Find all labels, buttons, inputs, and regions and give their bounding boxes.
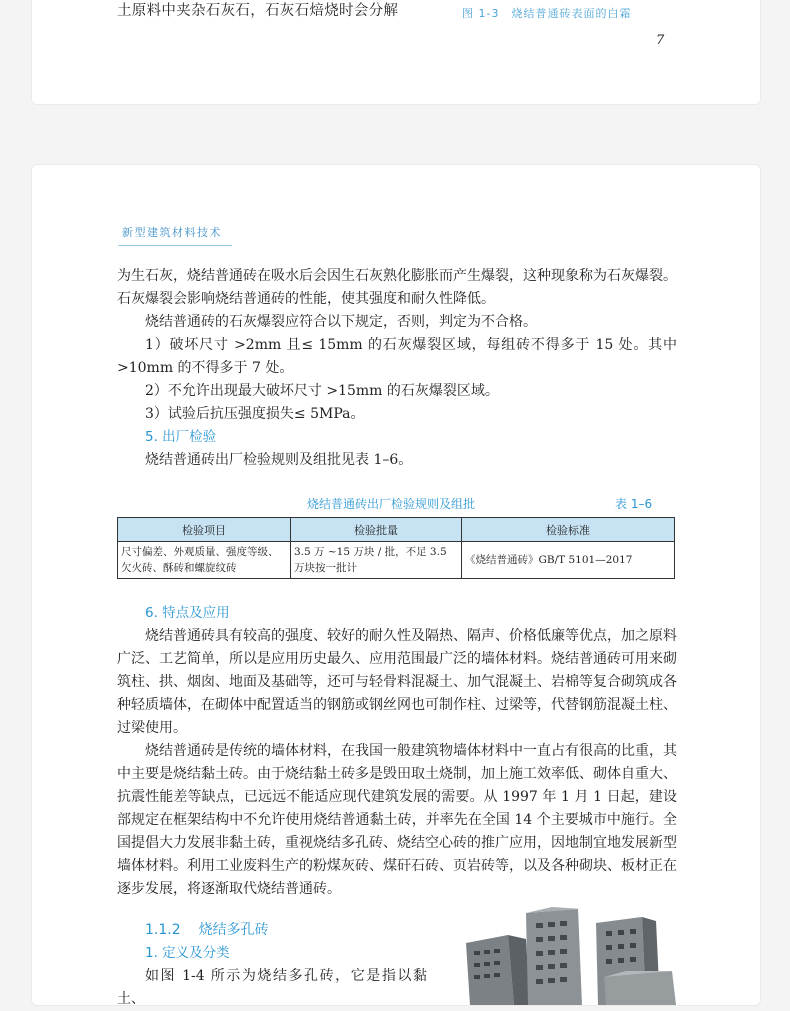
inspection-table: [117, 517, 675, 579]
table-header: 检验项目: [118, 518, 291, 542]
section-title: 烧结多孔砖: [198, 922, 269, 938]
page-number: 7: [656, 33, 665, 48]
perforated-brick-photo: [456, 905, 678, 1005]
paragraph: 烧结普通砖是传统的墙体材料，在我国一般建筑物墙体材料中一直占有很高的比重，其中主要是烧结黏土砖。由于烧结黏土砖多是毁田取土烧制，加上施工效率低、砌体自重大、抗震性能差等缺点，已远远不能适应现代建筑发展的需要。从 1997 年 1 月 1 日起，建设部规定在框架结构中不允许使用烧结普通黏土砖，并率先在全国 14 个主要城市中施行。全国提倡大力发展非黏土砖，重视烧结多孔砖、烧结空心砖的推广应用，因地制宜地发展新型墙体材料。利用工业废料生产的粉煤灰砖、煤矸石砖、页岩砖等，以及各种砌块、板材正在逐步发展，将逐渐取代烧结普通砖。: [117, 743, 677, 897]
table-number: 表 1–6: [615, 497, 653, 511]
current-page: [31, 164, 761, 1006]
paragraph: 为生石灰，烧结普通砖在吸水后会因生石灰熟化膨胀而产生爆裂，这种现象称为石灰爆裂。石灰爆裂会影响烧结普通砖的性能，使其强度和耐久性降低。: [117, 268, 677, 307]
heading-factory-inspection: 5. 出厂检验: [145, 429, 217, 445]
paragraph: 烧结普通砖出厂检验规则及组批见表 1–6。: [145, 452, 413, 468]
heading-features: 6. 特点及应用: [145, 605, 230, 621]
previous-page: [31, 0, 761, 105]
paragraph: 1）破坏尺寸 >2mm 且≤ 15mm 的石灰爆裂区域，每组砖不得多于 15 处。其中 >10mm 的不得多于 7 处。: [117, 337, 677, 376]
table-cell: 《烧结普通砖》GB/T 5101—2017: [462, 542, 675, 579]
section-number: 1.1.2: [145, 922, 181, 938]
text-block-a: [117, 265, 677, 472]
table-cell: 尺寸偏差、外观质量、强度等级、欠火砖、酥砖和螺旋纹砖: [118, 542, 291, 579]
paragraph: 烧结普通砖具有较高的强度、较好的耐久性及隔热、隔声、价格低廉等优点，加之原料广泛、工艺简单，所以是应用历史最久、应用范围最广泛的墙体材料。烧结普通砖可用来砌筑柱、拱、烟囱、地面及基础等，还可与轻骨料混凝土、加气混凝土、岩棉等复合砌筑成各种轻质墙体，在砌体中配置适当的钢筋或钢丝网也可制作柱、过梁等，代替钢筋混凝土柱、过梁使用。: [117, 628, 677, 736]
table-header: 检验批量: [291, 518, 462, 542]
table-title: 烧结普通砖出厂检验规则及组批: [307, 497, 476, 511]
paragraph: 2）不允许出现最大破坏尺寸 >15mm 的石灰爆裂区域。: [145, 383, 499, 399]
heading-definition: 1. 定义及分类: [145, 945, 230, 961]
table-row: [118, 542, 675, 579]
paragraph: 如图 1-4 所示为烧结多孔砖，它是指以黏土、: [117, 968, 427, 1007]
paragraph: 3）试验后抗压强度损失≤ 5MPa。: [145, 406, 365, 422]
paragraph: 烧结普通砖的石灰爆裂应符合以下规定，否则，判定为不合格。: [145, 314, 537, 330]
table-header: 检验标准: [462, 518, 675, 542]
previous-page-last-line: 土原料中夹杂石灰石，石灰石焙烧时会分解: [117, 3, 399, 19]
running-head: 新型建筑材料技术: [122, 224, 222, 243]
table-cell: 3.5 万 ~15 万块 / 批，不足 3.5 万块按一批计: [291, 542, 462, 579]
figure-caption: 图 1-3 烧结普通砖表面的白霜: [462, 7, 632, 20]
